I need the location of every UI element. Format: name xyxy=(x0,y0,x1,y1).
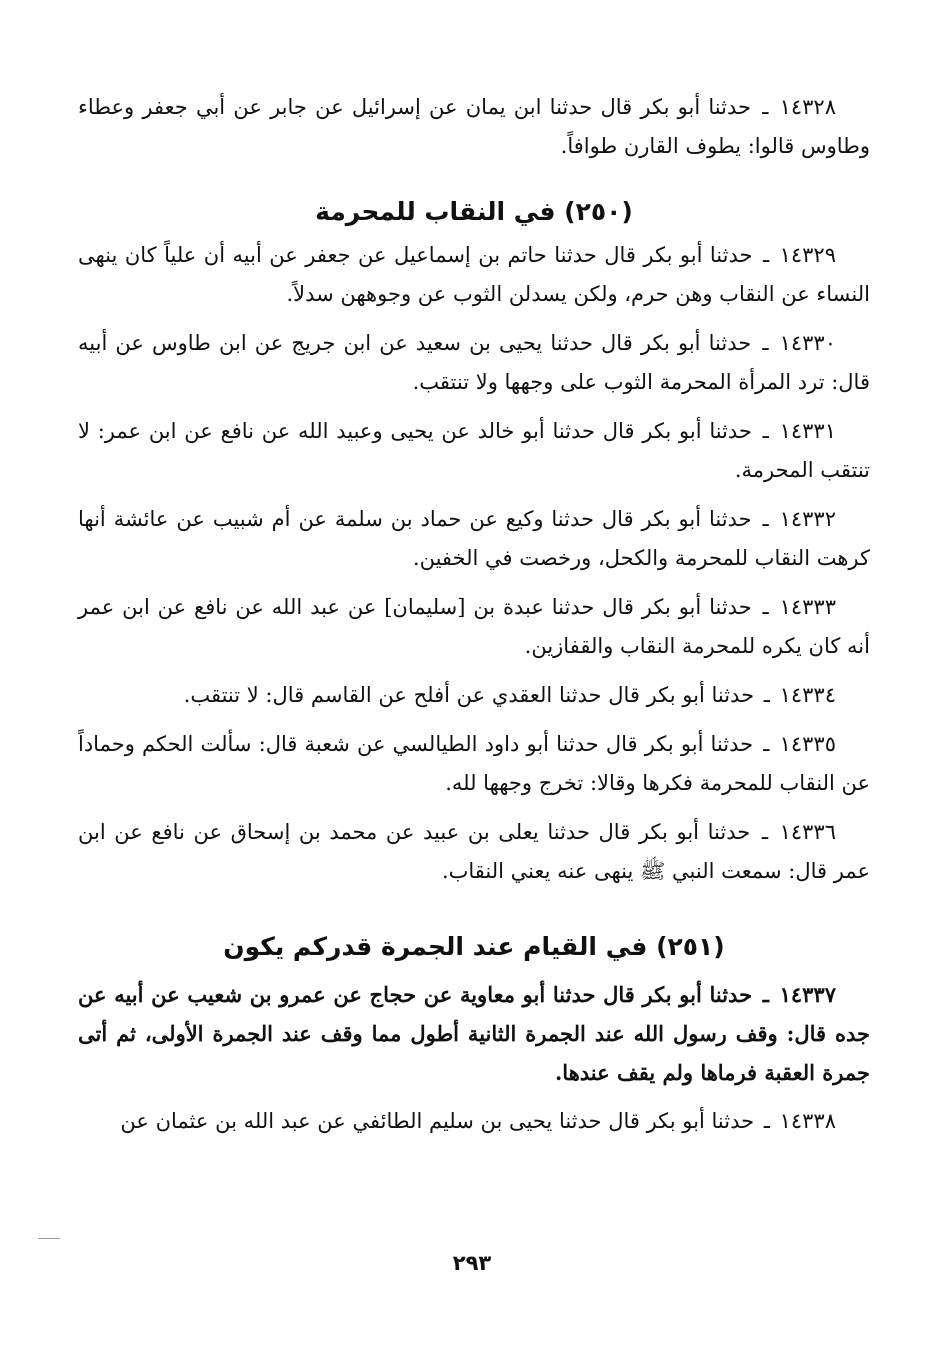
hadith-paragraph: ١٤٣٣٦ ـ حدثنا أبو بكر قال حدثنا يعلى بن عبيد عن محمد بن إسحاق عن نافع عن ابن عمر قال: سمعت النبي ﷺ ينهى عنه يعني النقاب. xyxy=(78,820,870,883)
hadith-paragraph: ١٤٣٣٤ ـ حدثنا أبو بكر قال حدثنا العقدي عن أفلح عن القاسم قال: لا تنتقب. xyxy=(183,683,836,707)
hadith-text: حدثنا أبو بكر قال حدثنا يحيى بن سعيد عن ابن جريج عن ابن طاوس عن أبيه قال: ترد المرأة المحرمة الثوب على وجهها ولا تنتقب. xyxy=(78,331,870,394)
hadith-paragraph: ١٤٣٢٨ ـ حدثنا أبو بكر قال حدثنا ابن يمان عن إسرائيل عن جابر عن أبي جعفر وعطاء وطاوس قالوا: يطوف القارن طوافاً. xyxy=(78,95,870,158)
hadith-number: ١٤٣٣٢ xyxy=(779,507,836,531)
hadith-paragraph: ١٤٣٣٧ ـ حدثنا أبو بكر قال حدثنا أبو معاوية عن حجاج عن عمرو بن شعيب عن أبيه عن جده قال: وقف رسول الله عند الجمرة الثانية أطول مما وقف عند الجمرة الأولى، ثم أتى جمرة العقبة فرماها ولم يقف عندها. xyxy=(78,982,870,1085)
hadith-paragraph: ١٤٣٢٩ ـ حدثنا أبو بكر قال حدثنا حاتم بن إسماعيل عن جعفر عن أبيه أن علياً كان ينهى النساء عن النقاب وهن حرم، ولكن يسدلن الثوب عن وجوههن سدلاً. xyxy=(78,243,870,306)
scan-edge-mark xyxy=(38,1238,60,1239)
hadith-number: ١٤٣٣٦ xyxy=(779,820,836,844)
hadith-paragraph: ١٤٣٣٠ ـ حدثنا أبو بكر قال حدثنا يحيى بن سعيد عن ابن جريج عن ابن طاوس عن أبيه قال: ترد المرأة المحرمة الثوب على وجهها ولا تنتقب. xyxy=(78,331,870,394)
hadith-text: حدثنا أبو بكر قال حدثنا أبو داود الطيالسي عن شعبة قال: سألت الحكم وحماداً عن النقاب للمحرمة فكرها وقالا: تخرج وجهها لله. xyxy=(78,732,870,795)
hadith-number: ١٤٣٣١ xyxy=(779,419,836,443)
hadith-number: ١٤٣٣٨ xyxy=(779,1109,836,1133)
chapter-heading-250: (٢٥٠) في النقاب للمحرمة xyxy=(315,197,633,226)
hadith-paragraph: ١٤٣٣١ ـ حدثنا أبو بكر قال حدثنا أبو خالد عن يحيى وعبيد الله عن نافع عن ابن عمر: لا تنتقب المحرمة. xyxy=(78,419,870,482)
hadith-text: حدثنا أبو بكر قال حدثنا أبو خالد عن يحيى وعبيد الله عن نافع عن ابن عمر: لا تنتقب المحرمة. xyxy=(78,419,870,482)
hadith-number: ١٤٣٢٩ xyxy=(779,243,836,267)
hadith-text: حدثنا أبو بكر قال حدثنا عبدة بن [سليمان] عن عبد الله عن نافع عن ابن عمر أنه كان يكره للمحرمة النقاب والقفازين. xyxy=(78,595,870,658)
chapter-heading-251: (٢٥١) في القيام عند الجمرة قدركم يكون xyxy=(223,932,725,961)
hadith-number: ١٤٣٣٤ xyxy=(779,683,836,707)
hadith-text: حدثنا أبو بكر قال حدثنا يحيى بن سليم الطائفي عن عبد الله بن عثمان عن xyxy=(120,1109,755,1133)
hadith-number: ١٤٣٣٥ xyxy=(779,732,836,756)
hadith-text: حدثنا أبو بكر قال حدثنا حاتم بن إسماعيل عن جعفر عن أبيه أن علياً كان ينهى النساء عن النقاب وهن حرم، ولكن يسدلن الثوب عن وجوههن سدلاً. xyxy=(78,243,870,306)
hadith-text: حدثنا أبو بكر قال حدثنا العقدي عن أفلح عن القاسم قال: لا تنتقب. xyxy=(183,683,755,707)
hadith-text: حدثنا أبو بكر قال حدثنا يعلى بن عبيد عن محمد بن إسحاق عن نافع عن ابن عمر قال: سمعت النبي ﷺ ينهى عنه يعني النقاب. xyxy=(78,820,870,883)
hadith-text: حدثنا أبو بكر قال حدثنا ابن يمان عن إسرائيل عن جابر عن أبي جعفر وعطاء وطاوس قالوا: يطوف القارن طوافاً. xyxy=(78,95,870,158)
hadith-number: ١٤٣٣٧ xyxy=(779,982,836,1007)
hadith-paragraph: ١٤٣٣٣ ـ حدثنا أبو بكر قال حدثنا عبدة بن [سليمان] عن عبد الله عن نافع عن ابن عمر أنه كان يكره للمحرمة النقاب والقفازين. xyxy=(78,595,870,658)
page-number: ٢٩٣ xyxy=(452,1251,492,1275)
hadith-text: حدثنا أبو بكر قال حدثنا وكيع عن حماد بن سلمة عن أم شبيب عن عائشة أنها كرهت النقاب للمحرمة والكحل، ورخصت في الخفين. xyxy=(78,507,870,570)
hadith-number: ١٤٣٢٨ xyxy=(779,95,836,119)
hadith-paragraph: ١٤٣٣٢ ـ حدثنا أبو بكر قال حدثنا وكيع عن حماد بن سلمة عن أم شبيب عن عائشة أنها كرهت النقاب للمحرمة والكحل، ورخصت في الخفين. xyxy=(78,507,870,570)
hadith-number: ١٤٣٣٣ xyxy=(779,595,836,619)
hadith-number: ١٤٣٣٠ xyxy=(779,331,836,355)
book-page xyxy=(78,88,870,1151)
hadith-paragraph: ١٤٣٣٨ ـ حدثنا أبو بكر قال حدثنا يحيى بن سليم الطائفي عن عبد الله بن عثمان عن xyxy=(120,1109,836,1133)
hadith-text: حدثنا أبو بكر قال حدثنا أبو معاوية عن حجاج عن عمرو بن شعيب عن أبيه عن جده قال: وقف رسول الله عند الجمرة الثانية أطول مما وقف عند الجمرة الأولى، ثم أتى جمرة العقبة فرماها ولم يقف عندها. xyxy=(78,982,870,1085)
hadith-paragraph: ١٤٣٣٥ ـ حدثنا أبو بكر قال حدثنا أبو داود الطيالسي عن شعبة قال: سألت الحكم وحماداً عن النقاب للمحرمة فكرها وقالا: تخرج وجهها لله. xyxy=(78,732,870,795)
